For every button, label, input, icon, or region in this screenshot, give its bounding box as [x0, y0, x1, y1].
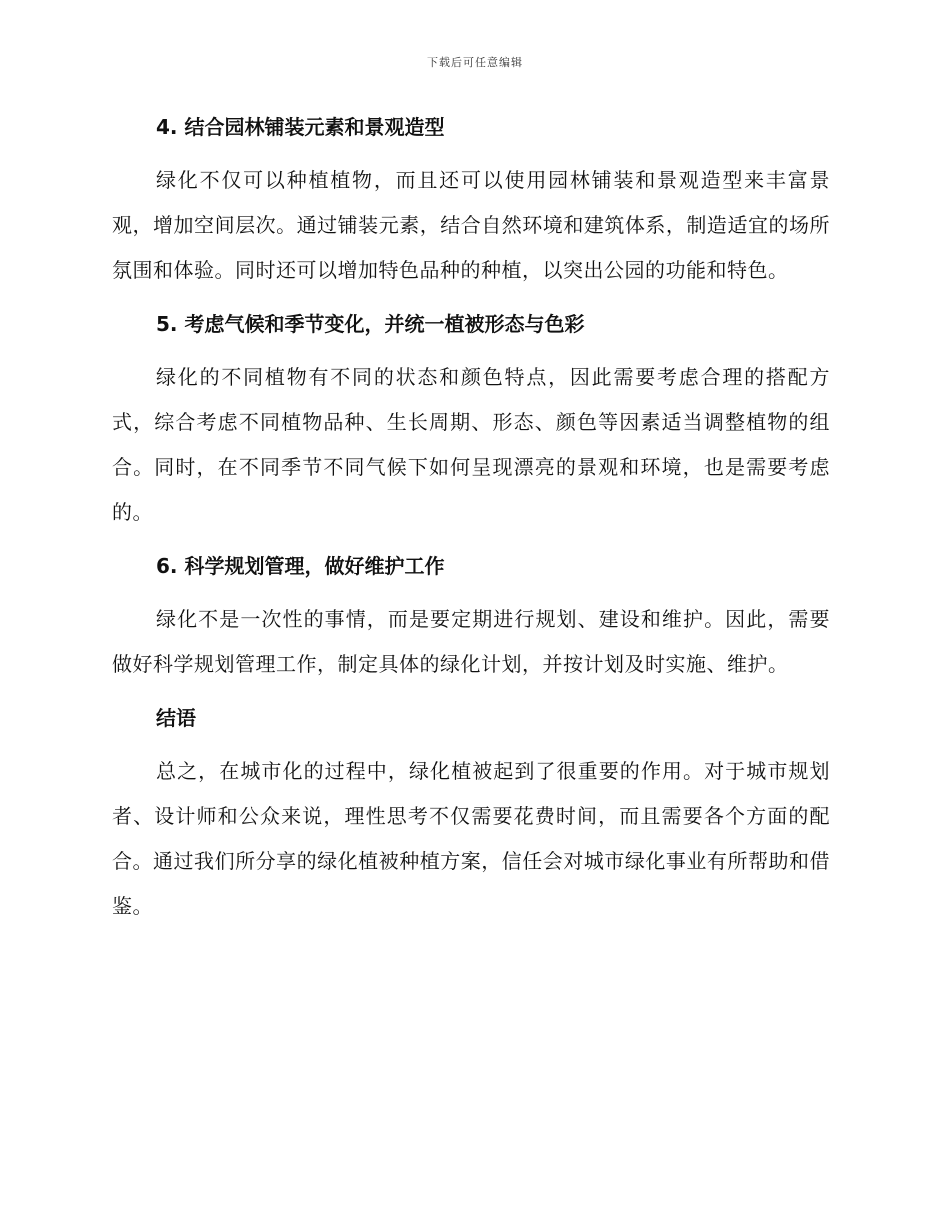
section-paragraph: 绿化的不同植物有不同的状态和颜色特点，因此需要考虑合理的搭配方式，综合考虑不同植物品种、生长周期、形态、颜色等因素适当调整植物的组合。同时，在不同季节不同气候下如何呈现漂亮的景观和环境，也是需要考虑的。 — [112, 365, 830, 524]
section-climate-season — [112, 309, 830, 535]
section-landscape-paving — [112, 112, 830, 293]
section-paragraph: 绿化不是一次性的事情，而是要定期进行规划、建设和维护。因此，需要做好科学规划管理工作，制定具体的绿化计划，并按计划及时实施、维护。 — [112, 607, 830, 676]
section-planning-maintenance — [112, 551, 830, 687]
section-heading: 5. 考虑气候和季节变化，并统一植被形态与色彩 — [156, 312, 585, 336]
document-body — [112, 112, 830, 945]
section-paragraph: 绿化不仅可以种植植物，而且还可以使用园林铺装和景观造型来丰富景观，增加空间层次。通过铺装元素，结合自然环境和建筑体系，制造适宜的场所氛围和体验。同时还可以增加特色品种的种植，以突出公园的功能和特色。 — [112, 168, 830, 282]
section-heading: 6. 科学规划管理，做好维护工作 — [156, 554, 445, 578]
section-heading: 结语 — [156, 706, 196, 730]
section-heading: 4. 结合园林铺装元素和景观造型 — [156, 115, 445, 139]
section-conclusion — [112, 703, 830, 929]
section-paragraph: 总之，在城市化的过程中，绿化植被起到了很重要的作用。对于城市规划者、设计师和公众来说，理性思考不仅需要花费时间，而且需要各个方面的配合。通过我们所分享的绿化植被种植方案，信任会对城市绿化事业有所帮助和借鉴。 — [112, 759, 830, 918]
header-note: 下载后可任意编辑 — [427, 56, 523, 69]
